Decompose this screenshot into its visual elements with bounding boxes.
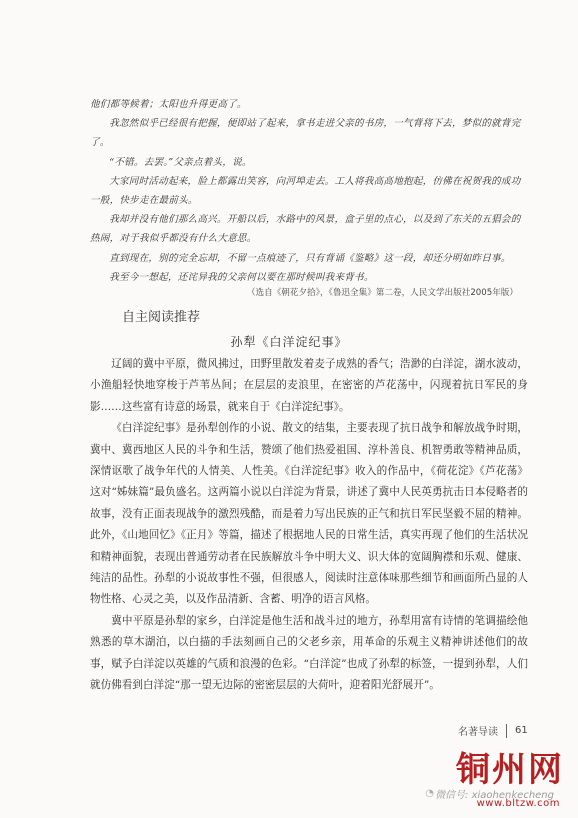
- section-heading: 自主阅读推荐: [122, 310, 201, 325]
- excerpt-source-citation: （选自《朝花夕拾》，《鲁迅全集》第二卷，人民文学出版社2005年版）: [246, 288, 518, 298]
- wechat-icon: ◔: [425, 788, 434, 799]
- body-paragraph: 《白洋淀纪事》是孙犁创作的小说、散文的结集，主要表现了抗日战争和解放战争时期，冀中、冀西地区人民的斗争和生活，赞颂了他们热爱祖国、淳朴善良、机智勇敢等精神品质，深情讴歌了战争年代的人情美、人性美。《白洋淀纪事》收入的作品中，《荷花淀》《芦花荡》这对“姊妹篇”最负盛名。这两篇小说以白洋淀为背景，讲述了冀中人民英勇抗击日本侵略者的故事，没有正面表现战争的激烈残酷，而是着力写出民族的正气和抗日军民坚毅不屈的精神。此外，《山地回忆》《正月》等篇，描述了根据地人民的日常生活，真实再现了他们的生活状况和精神面貌，表现出普通劳动者在民族解放斗争中明大义、识大体的宽阔胸襟和乐观、健康、纯洁的品性。孙犁的小说故事性不强，但很感人，阅读时注意体味那些细节和画面所凸显的人物性格、心灵之美，以及作品清新、含蓄、明净的语言风格。: [90, 422, 528, 606]
- excerpt-paragraph: 大家同时活动起来，脸上都露出笑容，向河埠走去。工人将我高高地抱起，仿佛在祝贺我的成功一般，快步走在最前头。: [90, 175, 521, 207]
- footer-divider: [506, 724, 507, 738]
- excerpt-paragraph: 我忽然似乎已经很有把握，便即站了起来，拿书走进父亲的书房，一气背将下去，梦似的就背完了。: [90, 118, 521, 149]
- body-paragraph: 冀中平原是孙犁的家乡，白洋淀是他生活和战斗过的地方，孙犁用富有诗情的笔调描绘他熟悉的草木湖泊，以白描的手法刻画自己的父老乡亲，用革命的乐观主义精神讲述他们的故事，赋予白洋淀以英雄的气质和浪漫的色彩。“白洋淀”也成了孙犁的标签，一提到孙犁，人们就仿佛看到白洋淀“那一望无边际的密密层层的大荷叶，迎着阳光舒展开”。: [90, 614, 528, 692]
- excerpt-paragraph: 我至今一想起，还诧异我的父亲何以要在那时候叫我来背书。: [109, 271, 374, 283]
- watermark: [378, 750, 564, 810]
- excerpt-passage: [90, 95, 530, 287]
- excerpt-paragraph: 我却并没有他们那么高兴。开船以后，水路中的风景，盒子里的点心，以及到了东关的五猖会的热闹，对于我似乎都没有什么大意思。: [90, 214, 521, 245]
- article-body: [90, 354, 528, 697]
- excerpt-paragraph: 他们都等候着；太阳也升得更高了。: [90, 99, 247, 110]
- watermark-logo: 铜州网: [456, 750, 564, 790]
- watermark-url: www.bltzw.com: [476, 798, 560, 809]
- body-paragraph: 辽阔的冀中平原，微风拂过，田野里散发着麦子成熟的香气；浩渺的白洋淀，湖水波动，小渔船轻快地穿梭于芦苇丛间；在层层的麦浪里，在密密的芦花荡中，闪现着抗日军民的身影……这些富有诗意的场景，就来自于《白洋淀纪事》。: [90, 358, 528, 413]
- footer-section-label: 名著导读: [458, 727, 498, 738]
- article-title: 孙犁《白洋淀纪事》: [230, 335, 348, 349]
- page-footer: [458, 723, 528, 738]
- watermark-wechat: 微信号: xiaohenkecheng: [435, 790, 554, 801]
- excerpt-paragraph: 直到现在，别的完全忘却，不留一点痕迹了，只有背诵《鉴略》这一段，却还分明如昨日事。: [109, 252, 511, 264]
- excerpt-paragraph: “不错。去罢。”父亲点着头，说。: [109, 156, 252, 168]
- page-number: 61: [515, 725, 528, 736]
